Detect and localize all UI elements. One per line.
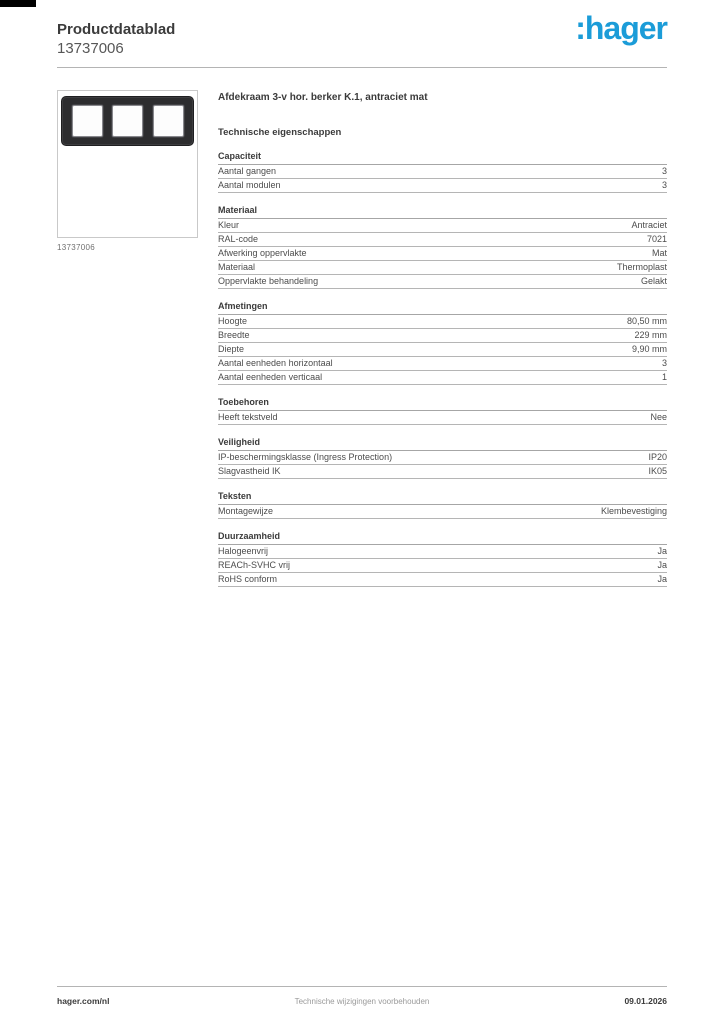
spec-row-value: Thermoplast — [616, 262, 667, 272]
spec-row — [218, 247, 667, 261]
spec-row-value: 3 — [661, 180, 667, 190]
spec-row — [218, 219, 667, 233]
spec-row — [218, 179, 667, 193]
spec-row-label: Aantal modulen — [218, 180, 281, 190]
spec-row — [218, 573, 667, 587]
spec-row-value: 7021 — [646, 234, 667, 244]
spec-row-label: Oppervlakte behandeling — [218, 276, 319, 286]
footer-notice: Technische wijzigingen voorbehouden — [294, 997, 430, 1006]
footer-website-link[interactable]: hager.com/nl — [57, 996, 110, 1006]
specs-heading: Technische eigenschappen — [218, 127, 342, 138]
spec-row-label: IP-beschermingsklasse (Ingress Protection) — [218, 452, 393, 462]
spec-row-label: Heeft tekstveld — [218, 412, 278, 422]
spec-section-title: Afmetingen — [218, 301, 667, 315]
spec-section-title: Materiaal — [218, 205, 667, 219]
spec-row-label: REACh-SVHC vrij — [218, 560, 291, 570]
spec-row-label: Aantal gangen — [218, 166, 277, 176]
spec-row-label: RoHS conform — [218, 574, 278, 584]
spec-row — [218, 165, 667, 179]
spec-section — [218, 397, 667, 425]
spec-rows — [218, 505, 667, 519]
spec-row-value: 9,90 mm — [631, 344, 667, 354]
spec-row-value: 3 — [661, 358, 667, 368]
spec-row-label: Slagvastheid IK — [218, 466, 281, 476]
spec-section-title: Veiligheid — [218, 437, 667, 451]
document-product-code: 13737006 — [57, 40, 124, 57]
spec-rows — [218, 165, 667, 193]
spec-row — [218, 315, 667, 329]
spec-row-value: Antraciet — [631, 220, 667, 230]
spec-row — [218, 343, 667, 357]
spec-row-value: Ja — [657, 546, 667, 556]
spec-section — [218, 301, 667, 385]
spec-row-label: Diepte — [218, 344, 245, 354]
spec-row-value: Ja — [657, 574, 667, 584]
header-divider — [57, 67, 667, 68]
spec-row-value: Gelakt — [640, 276, 667, 286]
frame-window-2 — [112, 105, 143, 137]
spec-row-label: Hoogte — [218, 316, 248, 326]
footer-date: 09.01.2026 — [624, 996, 667, 1006]
spec-section — [218, 437, 667, 479]
spec-section — [218, 205, 667, 289]
spec-rows — [218, 219, 667, 289]
spec-section — [218, 151, 667, 193]
spec-row-label: Kleur — [218, 220, 240, 230]
product-name: Afdekraam 3-v hor. berker K.1, antraciet mat — [218, 92, 428, 103]
hager-logo: :hager — [575, 10, 667, 46]
spec-row-value: IK05 — [648, 466, 667, 476]
product-photo-cover-frame — [62, 97, 193, 145]
spec-row — [218, 411, 667, 425]
spec-row — [218, 465, 667, 479]
spec-row — [218, 275, 667, 289]
spec-content — [218, 92, 667, 587]
frame-window-1 — [72, 105, 103, 137]
spec-row-label: RAL-code — [218, 234, 259, 244]
spec-section — [218, 531, 667, 587]
document-header — [57, 20, 175, 58]
spec-row-label: Materiaal — [218, 262, 256, 272]
spec-row-label: Breedte — [218, 330, 250, 340]
document-title: Productdatablad — [57, 21, 176, 38]
print-corner-mark — [0, 0, 36, 7]
spec-row — [218, 545, 667, 559]
spec-rows — [218, 451, 667, 479]
spec-row-value: Klembevestiging — [600, 506, 667, 516]
spec-row — [218, 329, 667, 343]
spec-sections — [218, 151, 667, 587]
footer-divider — [57, 986, 667, 987]
document-footer — [57, 996, 667, 1010]
spec-row — [218, 559, 667, 573]
spec-row-value: IP20 — [648, 452, 667, 462]
product-image-box — [57, 90, 198, 238]
spec-section-title: Capaciteit — [218, 151, 667, 165]
spec-row-label: Aantal eenheden verticaal — [218, 372, 323, 382]
spec-row — [218, 233, 667, 247]
spec-row-value: Ja — [657, 560, 667, 570]
spec-row-value: 80,50 mm — [626, 316, 667, 326]
spec-row-value: 1 — [661, 372, 667, 382]
spec-row-value: 3 — [661, 166, 667, 176]
spec-row — [218, 451, 667, 465]
spec-section-title: Toebehoren — [218, 397, 667, 411]
spec-row — [218, 261, 667, 275]
spec-row-label: Aantal eenheden horizontaal — [218, 358, 333, 368]
spec-section-title: Teksten — [218, 491, 667, 505]
spec-rows — [218, 545, 667, 587]
spec-row-label: Afwerking oppervlakte — [218, 248, 307, 258]
frame-window-3 — [153, 105, 184, 137]
spec-row-label: Montagewijze — [218, 506, 274, 516]
spec-rows — [218, 315, 667, 385]
spec-row-label: Halogeenvrij — [218, 546, 269, 556]
spec-section — [218, 491, 667, 519]
spec-section-title: Duurzaamheid — [218, 531, 667, 545]
spec-row — [218, 357, 667, 371]
product-image-caption: 13737006 — [57, 243, 95, 252]
spec-row — [218, 371, 667, 385]
spec-rows — [218, 411, 667, 425]
spec-row — [218, 505, 667, 519]
spec-row-value: Nee — [650, 412, 667, 422]
spec-row-value: 229 mm — [634, 330, 667, 340]
spec-row-value: Mat — [651, 248, 667, 258]
